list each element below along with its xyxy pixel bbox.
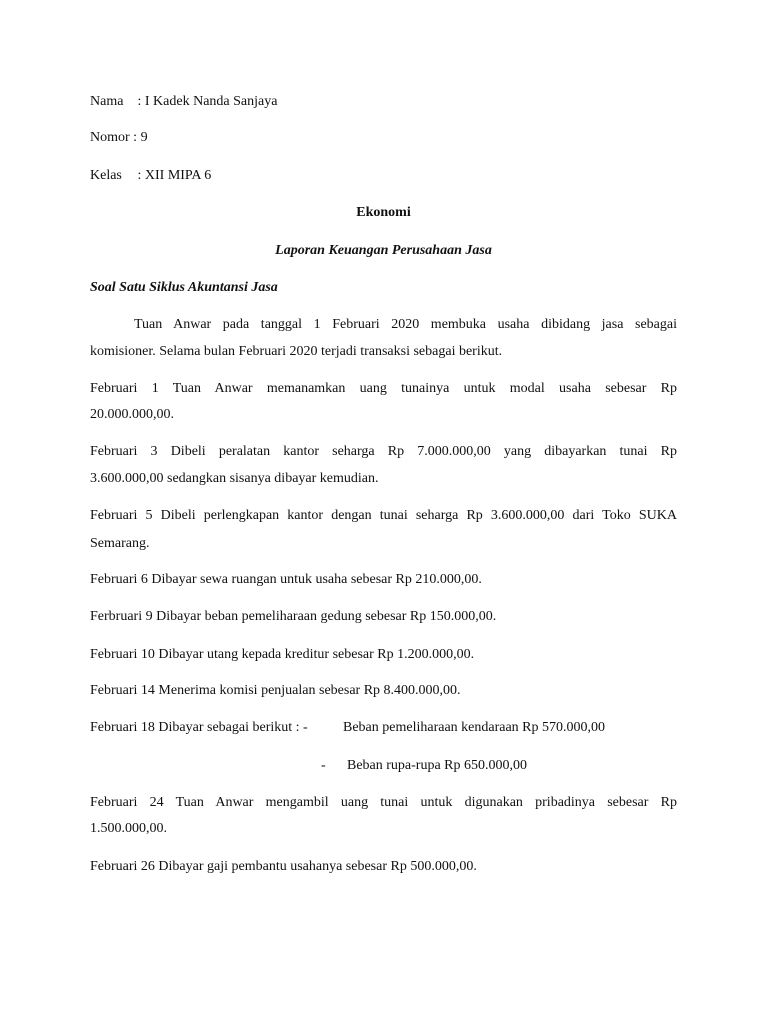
transaction-feb6: Februari 6 Dibayar sewa ruangan untuk usaha sebesar Rp 210.000,00. (90, 572, 482, 587)
transaction-feb10: Februari 10 Dibayar utang kepada kreditur sebesar Rp 1.200.000,00. (90, 647, 475, 662)
intro-line-2: komisioner. Selama bulan Februari 2020 terjadi transaksi sebagai berikut. (90, 344, 503, 359)
nomor-value: 9 (140, 130, 148, 145)
transaction-feb24-line-2: 1.500.000,00. (90, 821, 167, 836)
transaction-feb3-line-2: 3.600.000,00 sedangkan sisanya dibayar kemudian. (90, 471, 379, 486)
transaction-feb26: Februari 26 Dibayar gaji pembantu usahanya sebesar Rp 500.000,00. (90, 859, 477, 874)
kelas-colon: : (134, 168, 145, 183)
subject-title: Ekonomi (356, 205, 411, 220)
section-title: Soal Satu Siklus Akuntansi Jasa (90, 280, 278, 295)
transaction-feb9: Ferbruari 9 Dibayar beban pemeliharaan gedung sebesar Rp 150.000,00. (90, 609, 497, 624)
transaction-feb5-line-1: Februari 5 Dibeli perlengkapan kantor dengan tunai seharga Rp 3.600.000,00 dari Toko SUKA (90, 508, 677, 523)
nama-value: I Kadek Nanda Sanjaya (144, 94, 278, 109)
nama-row (90, 94, 277, 110)
transaction-feb1-line-1: Februari 1 Tuan Anwar memanamkan uang tunainya untuk modal usaha sebesar Rp (90, 381, 677, 396)
transaction-feb14: Februari 14 Menerima komisi penjualan sebesar Rp 8.400.000,00. (90, 683, 461, 698)
nama-colon: : (134, 94, 145, 109)
transaction-feb24-line-1: Februari 24 Tuan Anwar mengambil uang tunai untuk digunakan pribadinya sebesar Rp (90, 795, 677, 810)
kelas-row (90, 168, 211, 184)
nama-label: Nama (90, 94, 124, 109)
transaction-feb1-line-2: 20.000.000,00. (90, 407, 174, 422)
report-title: Laporan Keuangan Perusahaan Jasa (275, 243, 492, 258)
nomor-colon: : (129, 130, 141, 145)
transaction-feb18-dash-2: - (321, 758, 326, 773)
transaction-feb18-item-1: Beban pemeliharaan kendaraan Rp 570.000,00 (343, 720, 606, 735)
transaction-feb5-line-2: Semarang. (90, 536, 150, 551)
intro-line-1: Tuan Anwar pada tanggal 1 Februari 2020 membuka usaha dibidang jasa sebagai (134, 317, 677, 332)
kelas-value: XII MIPA 6 (144, 168, 212, 183)
transaction-feb18-item-2: Beban rupa-rupa Rp 650.000,00 (347, 758, 528, 773)
nomor-row (90, 130, 148, 146)
nomor-label: Nomor (90, 130, 130, 145)
transaction-feb3-line-1: Februari 3 Dibeli peralatan kantor seharga Rp 7.000.000,00 yang dibayarkan tunai Rp (90, 444, 677, 459)
transaction-feb18-lead: Februari 18 Dibayar sebagai berikut : - (90, 720, 308, 735)
kelas-label: Kelas (90, 168, 122, 183)
